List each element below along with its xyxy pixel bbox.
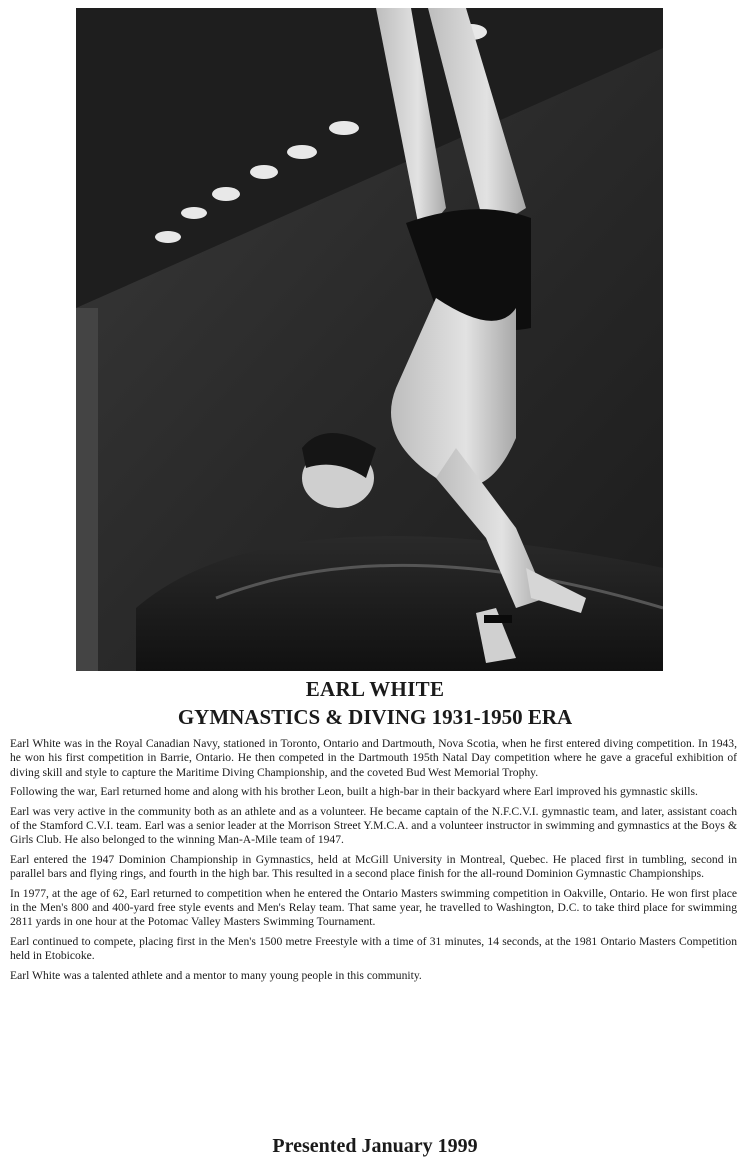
bio-paragraph: Following the war, Earl returned home and along with his brother Leon, built a high-bar in their backyard where Earl improved his gymnastic skills. bbox=[10, 785, 698, 799]
bio-paragraph: Earl was very active in the community both as an athlete and as a volunteer. He became captain of the N.F.C.V.I. gymnastic team, and later, assistant coach of the Stamford C.V.I. team. Earl was a senior leader at the Morrison Street Y.M.C.A. and a volunteer instructor in swimming and gymnastics at the Boys & Girls Club. He also belonged to the winning Man-A-Mile team of 1947. bbox=[10, 804, 737, 847]
bio-paragraph: Earl White was in the Royal Canadian Navy, stationed in Toronto, Ontario and Dartmouth, Nova Scotia, when he first entered diving competition. In 1943, he won his first competition in Barrie, Ontario. He then competed in the Dartmouth 195th Natal Day competition where he gave a graceful exhibition of diving skill and style to capture the Maritime Diving Championship, and the coveted Bud West Memorial Trophy. bbox=[10, 737, 737, 779]
bio-paragraph: Earl continued to compete, placing first in the Men's 1500 metre Freestyle with a time of 31 minutes, 14 seconds, at the 1981 Ontario Masters Competition held in Etobicoke. bbox=[10, 934, 737, 963]
presented-date: Presented January 1999 bbox=[272, 1135, 478, 1157]
gymnast-handstand-photo-illustration bbox=[76, 8, 663, 671]
inductee-era-subtitle: GYMNASTICS & DIVING 1931-1950 ERA bbox=[177, 705, 573, 729]
gymnast-photo bbox=[76, 8, 663, 671]
bio-paragraph: Earl White was a talented athlete and a mentor to many young people in this community. bbox=[10, 968, 422, 982]
bio-paragraph: Earl entered the 1947 Dominion Championship in Gymnastics, held at McGill University in Montreal, Quebec. He placed first in tumbling, second in parallel bars and flying rings, and fourth in the high bar. This resulted in a second place finish for the all-round Dominion Gymnastic Championships. bbox=[10, 852, 737, 881]
inductee-name: EARL WHITE bbox=[305, 677, 445, 701]
bio-paragraph: In 1977, at the age of 62, Earl returned to competition when he entered the Ontario Masters swimming competition in Oakville, Ontario. He won first place in the Men's 800 and 400-yard free style events and Men's Relay team. That same year, he travelled to Washington, D.C. to take third place for swimming 2811 yards in one hour at the Potomac Valley Masters Swimming Tournament. bbox=[10, 886, 737, 929]
biography bbox=[10, 737, 737, 988]
